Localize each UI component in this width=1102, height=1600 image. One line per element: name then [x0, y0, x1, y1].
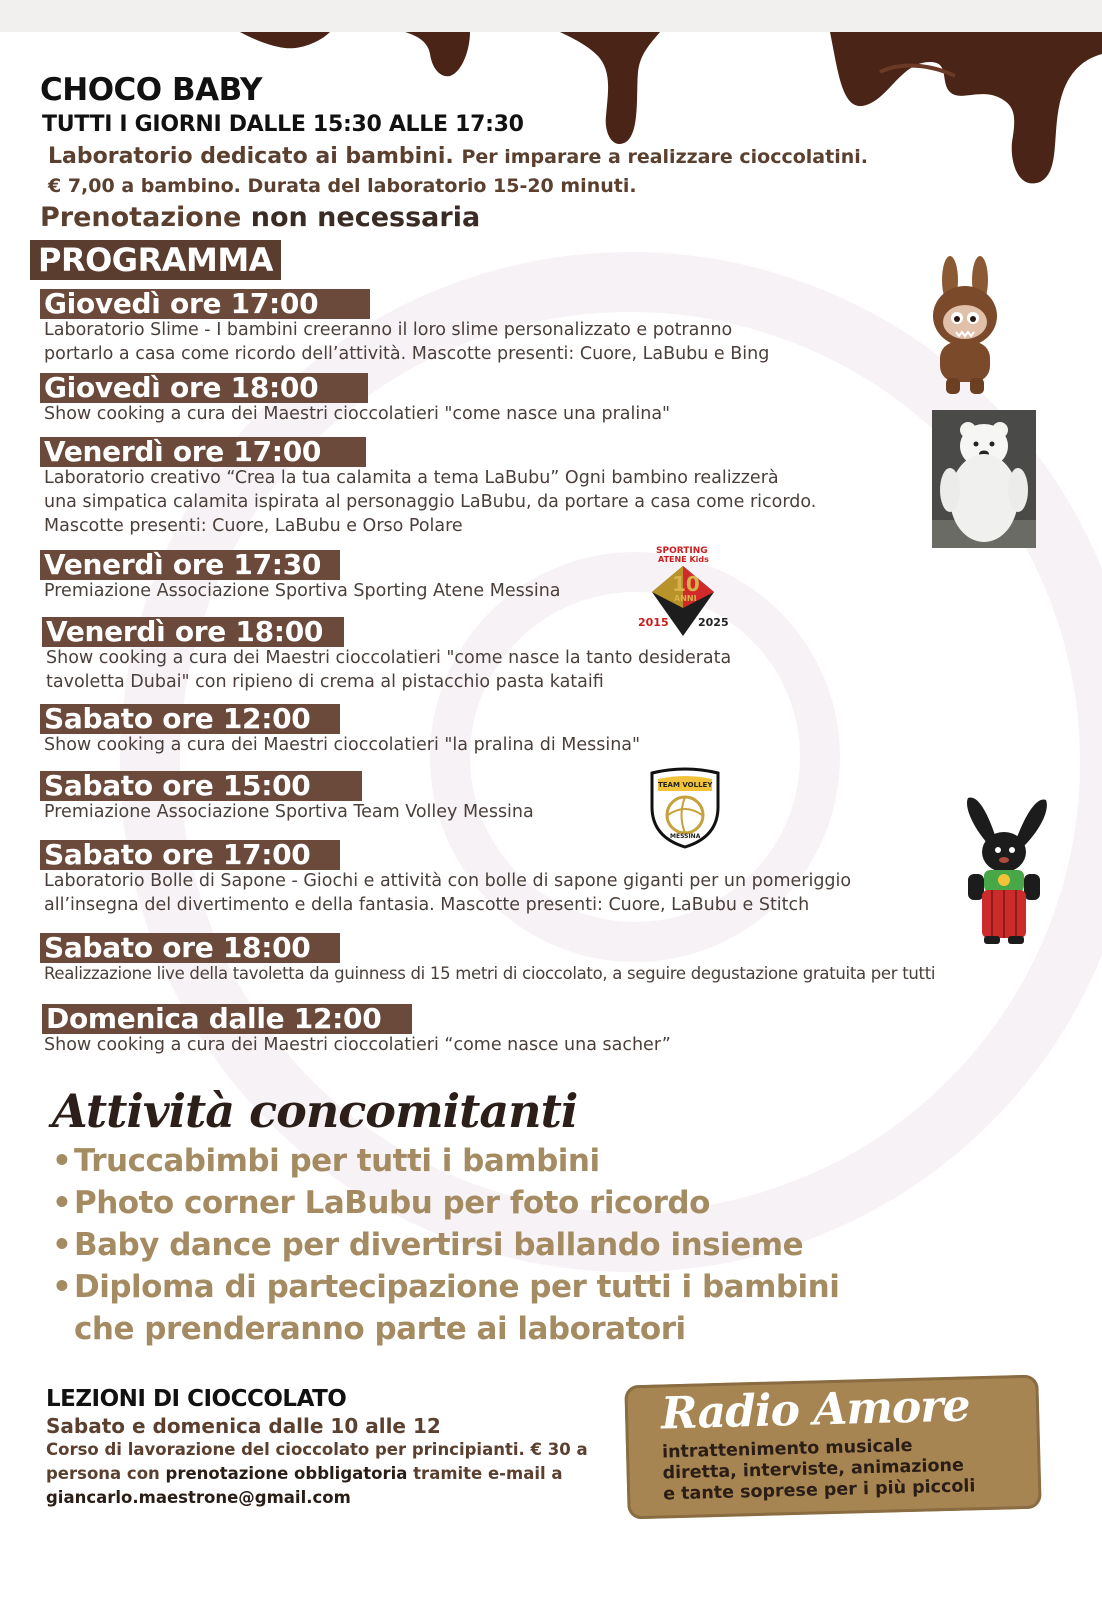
logo-year-start: 2015 — [638, 616, 669, 629]
lessons-description — [46, 1438, 636, 1510]
lab-intro — [48, 144, 868, 169]
radio-amore-box — [624, 1375, 1041, 1520]
lessons-text-c: tramite e-mail a — [407, 1464, 563, 1483]
event-heading: Sabato ore 18:00 — [40, 933, 340, 963]
event-description: Show cooking a cura dei Maestri cioccolatieri "come nasce la tanto desiderata tavoletta Dubai" con ripieno di crema al pistacchio pasta kataifi — [46, 648, 732, 692]
daily-hours: TUTTI I GIORNI DALLE 15:30 ALLE 17:30 — [42, 112, 524, 137]
event-description: Show cooking a cura dei Maestri cioccolatieri "come nasce una pralina" — [44, 404, 671, 424]
lessons-schedule: Sabato e domenica dalle 10 alle 12 — [46, 1414, 441, 1438]
program-heading: PROGRAMMA — [30, 240, 281, 280]
event-description: Realizzazione live della tavoletta da guinness di 15 metri di cioccolato, a seguire degustazione gratuita per tutti — [44, 964, 936, 983]
volley-text-top: TEAM VOLLEY — [658, 781, 713, 789]
booking-label: Prenotazione — [40, 202, 242, 233]
lab-intro-bold: Laboratorio dedicato ai bambini. — [48, 144, 454, 169]
lab-price: € 7,00 a bambino. Durata del laboratorio 15-20 minuti. — [48, 175, 637, 197]
event-heading: Sabato ore 15:00 — [40, 771, 362, 801]
logo-text-top: SPORTING — [656, 546, 708, 556]
booking-value: non necessaria — [250, 202, 481, 233]
logo-year-end: 2025 — [698, 616, 729, 629]
event-heading: Sabato ore 17:00 — [40, 840, 340, 870]
logo-years-badge: 10 — [672, 572, 700, 596]
lab-intro-rest: Per imparare a realizzare cioccolatini. — [461, 146, 868, 168]
event-heading: Sabato ore 12:00 — [40, 704, 340, 734]
sporting-atene-logo — [636, 546, 732, 638]
activity-item: • Baby dance per divertirsi ballando insieme — [52, 1224, 839, 1266]
booking-note — [40, 202, 480, 233]
lessons-email[interactable]: giancarlo.maestrone@gmail.com — [46, 1488, 351, 1507]
bing-mascot-image — [958, 794, 1050, 946]
radio-description: intrattenimento musicale diretta, interviste, animazione e tante sopresе per i più piccoli — [661, 1435, 976, 1505]
event-description: Laboratorio creativo “Crea la tua calamita a tema LaBubu” Ogni bambino realizzerà una simpatica calamita ispirata al personaggio LaBubu, da portare a casa come ricordo. Mascotte presenti: Cuore, LaBubu e Orso Polare — [44, 468, 817, 536]
event-description: Laboratorio Bolle di Sapone - Giochi e attività con bolle di sapone giganti per un pomeriggio all’insegna del divertimento e della fantasia. Mascotte presenti: Cuore, LaBubu e Stitch — [44, 871, 852, 915]
logo-text-mid: ATENE Kids — [658, 555, 709, 564]
event-heading: Giovedì ore 18:00 — [40, 373, 368, 403]
event-heading: Venerdì ore 17:00 — [40, 437, 366, 467]
event-description: Premiazione Associazione Sportiva Team Volley Messina — [44, 802, 534, 822]
flyer — [0, 32, 1102, 1600]
event-title: CHOCO BABY — [40, 72, 262, 108]
activity-item: • Photo corner LaBubu per foto ricordo — [52, 1182, 839, 1224]
event-description: Premiazione Associazione Sportiva Sporting Atene Messina — [44, 581, 561, 601]
polar-bear-mascot-image — [932, 410, 1036, 548]
activities-title: Attività concomitanti — [52, 1084, 578, 1138]
activity-item: • Diploma di partecipazione per tutti i bambini — [52, 1266, 839, 1308]
event-description: Show cooking a cura dei Maestri cioccolatieri “come nasce una sacher” — [44, 1035, 671, 1055]
event-heading: Venerdì ore 18:00 — [42, 617, 344, 647]
event-heading: Giovedì ore 17:00 — [40, 289, 370, 319]
logo-years-label: ANNI — [674, 594, 697, 603]
radio-title: Radio Amore — [660, 1380, 971, 1440]
event-description: Show cooking a cura dei Maestri cioccolatieri "la pralina di Messina" — [44, 735, 641, 755]
activity-item: • Truccabimbi per tutti i bambini — [52, 1140, 839, 1182]
event-heading: Venerdì ore 17:30 — [40, 550, 340, 580]
event-heading: Domenica dalle 12:00 — [42, 1004, 412, 1034]
activities-list — [52, 1140, 839, 1350]
lessons-text-a: Corso di lavorazione del cioccolato per principianti. € 30 a persona con — [46, 1440, 588, 1483]
top-bar — [0, 0, 1102, 32]
event-description: Laboratorio Slime - I bambini creeranno il loro slime personalizzato e potranno portarlo a casa come ricordo dell’attività. Mascotte presenti: Cuore, LaBubu e Bing — [44, 320, 770, 364]
volley-text-bottom: MESSINA — [670, 833, 701, 840]
activity-item-continued: che prenderanno parte ai laboratori — [74, 1311, 686, 1347]
lessons-title: LEZIONI DI CIOCCOLATO — [46, 1386, 347, 1412]
team-volley-logo — [648, 767, 722, 849]
polar-bear-figure — [932, 410, 1036, 548]
labubu-mascot-image — [928, 254, 1002, 396]
lessons-booking: prenotazione obbligatoria — [165, 1464, 408, 1483]
